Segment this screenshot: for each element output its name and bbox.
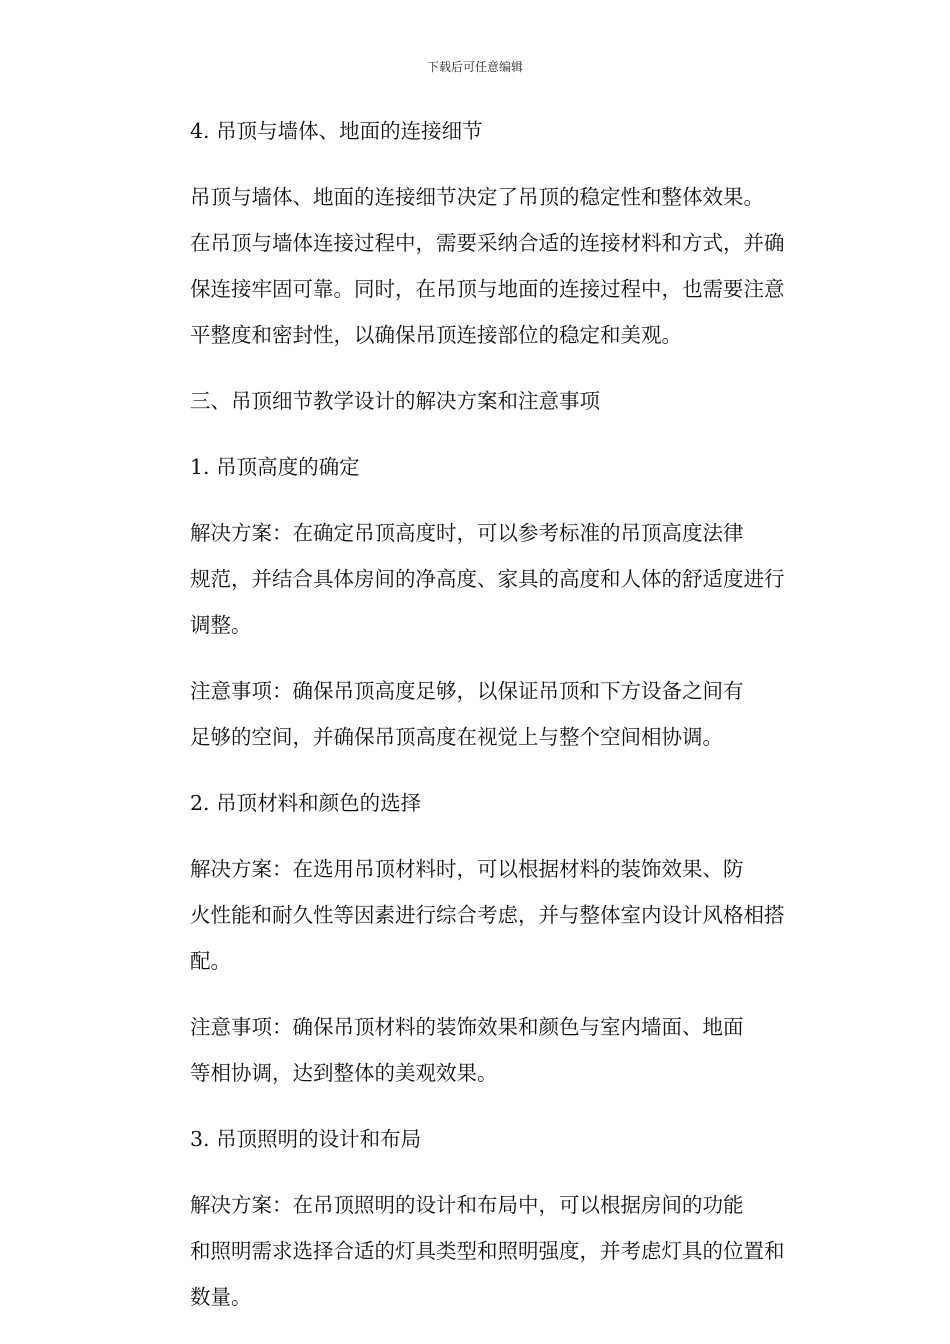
paragraph-height-solution bbox=[146, 510, 806, 648]
paragraph-line: 调整。 bbox=[190, 613, 252, 637]
heading-line: 1. 吊顶高度的确定 bbox=[190, 455, 360, 479]
document-body bbox=[146, 108, 806, 1340]
paragraph-lighting-solution bbox=[146, 1182, 806, 1320]
paragraph-line: 平整度和密封性，以确保吊顶连接部位的稳定和美观。 bbox=[190, 323, 682, 347]
paragraph-line: 保连接牢固可靠。同时，在吊顶与地面的连接过程中，也需要注意 bbox=[190, 277, 785, 301]
paragraph-line: 规范，并结合具体房间的净高度、家具的高度和人体的舒适度进行 bbox=[190, 567, 785, 591]
section-heading-4-ceiling-connection bbox=[146, 108, 806, 154]
paragraph-line: 足够的空间，并确保吊顶高度在视觉上与整个空间相协调。 bbox=[190, 725, 723, 749]
paragraph-line: 数量。 bbox=[190, 1285, 252, 1309]
section-heading-1-ceiling-height bbox=[146, 444, 806, 490]
page-header: 下载后可任意编辑 bbox=[426, 60, 523, 74]
chapter-heading-3-solutions bbox=[146, 378, 806, 424]
paragraph-line: 配。 bbox=[190, 949, 231, 973]
heading-line: 2. 吊顶材料和颜色的选择 bbox=[190, 791, 422, 815]
paragraph-material-notes bbox=[146, 1004, 806, 1096]
paragraph-line: 解决方案：在吊顶照明的设计和布局中，可以根据房间的功能 bbox=[190, 1193, 744, 1217]
heading-line: 三、吊顶细节教学设计的解决方案和注意事项 bbox=[190, 389, 600, 413]
paragraph-line: 吊顶与墙体、地面的连接细节决定了吊顶的稳定性和整体效果。 bbox=[190, 185, 764, 209]
paragraph-line: 解决方案：在确定吊顶高度时，可以参考标准的吊顶高度法律 bbox=[190, 521, 744, 545]
paragraph-connection-details bbox=[146, 174, 806, 358]
paragraph-line: 在吊顶与墙体连接过程中，需要采纳合适的连接材料和方式，并确 bbox=[190, 231, 785, 255]
section-heading-3-lighting bbox=[146, 1116, 806, 1162]
paragraph-material-solution bbox=[146, 846, 806, 984]
paragraph-line: 注意事项：确保吊顶材料的装饰效果和颜色与室内墙面、地面 bbox=[190, 1015, 744, 1039]
heading-line: 3. 吊顶照明的设计和布局 bbox=[190, 1127, 422, 1151]
paragraph-line: 和照明需求选择合适的灯具类型和照明强度，并考虑灯具的位置和 bbox=[190, 1239, 785, 1263]
paragraph-line: 解决方案：在选用吊顶材料时，可以根据材料的装饰效果、防 bbox=[190, 857, 744, 881]
section-heading-2-material-color bbox=[146, 780, 806, 826]
paragraph-line: 火性能和耐久性等因素进行综合考虑，并与整体室内设计风格相搭 bbox=[190, 903, 785, 927]
paragraph-line: 等相协调，达到整体的美观效果。 bbox=[190, 1061, 498, 1085]
heading-line: 4. 吊顶与墙体、地面的连接细节 bbox=[190, 119, 483, 143]
paragraph-line: 注意事项：确保吊顶高度足够，以保证吊顶和下方设备之间有 bbox=[190, 679, 744, 703]
paragraph-height-notes bbox=[146, 668, 806, 760]
